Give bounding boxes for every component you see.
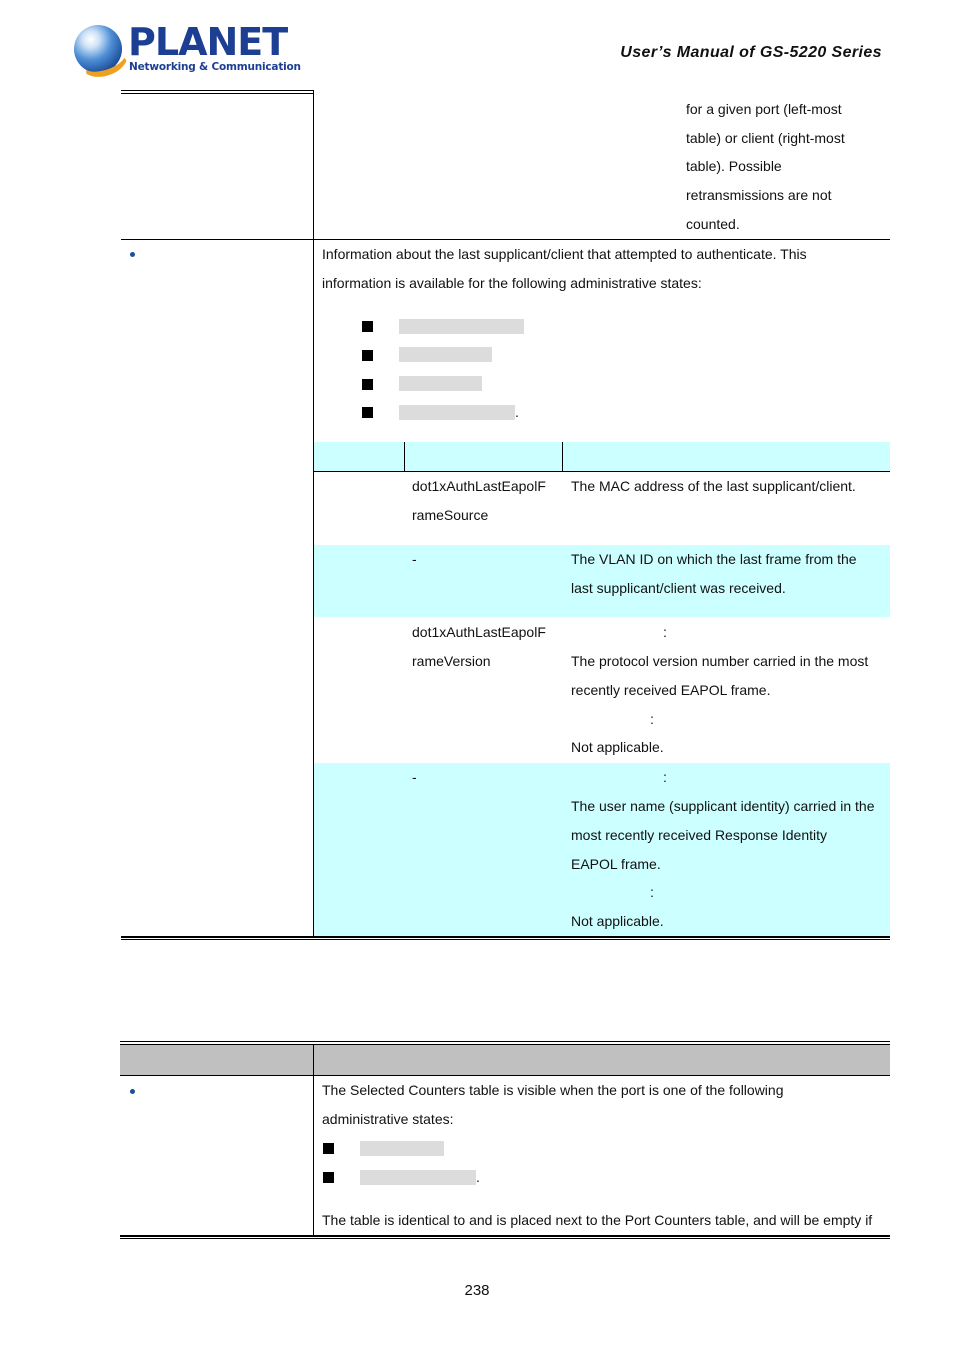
- square-bullet-icon: [362, 379, 373, 390]
- logo-wordmark: PLANET: [128, 20, 288, 64]
- table-header-row: [120, 1044, 890, 1075]
- bullet-icon: [130, 252, 135, 257]
- selected-counters-description: administrative states:: [322, 1111, 454, 1127]
- table-border: [120, 1041, 890, 1042]
- subtable-column-divider: [404, 442, 405, 472]
- page-number: 238: [464, 1282, 490, 1299]
- manual-title: User’s Manual of GS-5220 Series: [620, 44, 882, 61]
- redacted-state: [399, 347, 492, 362]
- square-bullet-icon: [323, 1143, 334, 1154]
- table-border: [121, 936, 890, 938]
- column-divider: [313, 1044, 314, 1236]
- bullet-icon: [130, 1089, 135, 1094]
- table-border: [121, 939, 890, 940]
- subtable-column-divider: [562, 442, 563, 472]
- selected-counters-description: The Selected Counters table is visible when the port is one of the following: [322, 1082, 784, 1098]
- redacted-state: [399, 376, 482, 391]
- selected-counters-footer: The table is identical to and is placed next to the Port Counters table, and will be empty if: [322, 1212, 873, 1228]
- redacted-state: [360, 1141, 444, 1156]
- redacted-state: [399, 319, 524, 334]
- column-divider: [313, 90, 314, 938]
- square-bullet-icon: [362, 407, 373, 418]
- table-border: [121, 93, 314, 94]
- square-bullet-icon: [362, 350, 373, 361]
- table-border: [120, 1238, 890, 1239]
- square-bullet-icon: [362, 321, 373, 332]
- last-supplicant-description: information is available for the following administrative states:: [322, 275, 702, 291]
- table-border: [120, 1044, 890, 1045]
- redacted-state: [399, 405, 515, 420]
- subtable-header-row: [314, 442, 890, 471]
- redacted-state: [360, 1170, 476, 1185]
- logo-tagline: Networking & Communication: [129, 61, 301, 73]
- table-border: [121, 90, 314, 91]
- last-supplicant-description: Information about the last supplicant/client that attempted to authenticate. This: [322, 246, 807, 262]
- square-bullet-icon: [323, 1172, 334, 1183]
- table-border: [120, 1235, 890, 1237]
